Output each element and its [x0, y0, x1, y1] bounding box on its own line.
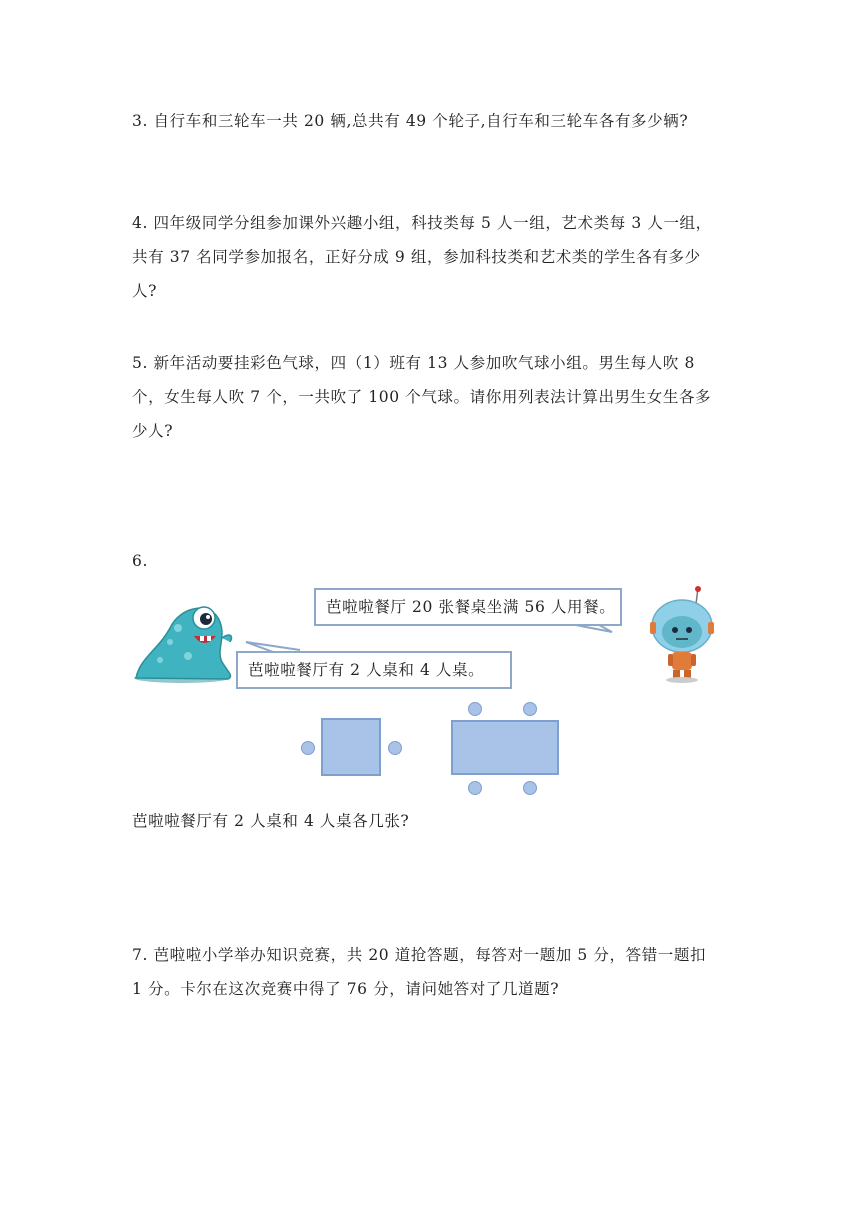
robot-character-icon: [646, 584, 720, 684]
speech-bubble-right-text: 芭啦啦餐厅 20 张餐桌坐满 56 人用餐。: [326, 598, 616, 616]
monster-character-icon: [130, 598, 240, 684]
question-5: [132, 346, 732, 448]
question-4: [132, 206, 732, 308]
question-3-line-1: 3. 自行车和三轮车一共 20 辆,总共有 49 个轮子,自行车和三轮车各有多少辆?: [132, 112, 689, 130]
question-6-number: 6.: [132, 552, 148, 570]
table-4-person: [451, 720, 559, 775]
question-6-text: 芭啦啦餐厅有 2 人桌和 4 人桌各几张?: [132, 812, 410, 830]
question-5-line-3: 少人?: [132, 422, 174, 440]
table-2-person: [321, 718, 381, 776]
speech-bubble-left: [236, 651, 512, 689]
speech-bubble-right: [314, 588, 622, 626]
chair-right: [388, 741, 402, 755]
question-7: [132, 938, 732, 1006]
question-5-line-1: 5. 新年活动要挂彩色气球，四（1）班有 13 人参加吹气球小组。男生每人吹 8: [132, 354, 695, 372]
question-4-line-1: 4. 四年级同学分组参加课外兴趣小组，科技类每 5 人一组，艺术类每 3 人一组，: [132, 214, 712, 232]
question-4-line-2: 共有 37 名同学参加报名，正好分成 9 组，参加科技类和艺术类的学生各有多少: [132, 248, 701, 266]
chair-bottom-left: [468, 781, 482, 795]
question-7-line-2: 1 分。卡尔在这次竞赛中得了 76 分，请问她答对了几道题?: [132, 980, 560, 998]
question-4-line-3: 人?: [132, 282, 158, 300]
speech-bubble-left-text: 芭啦啦餐厅有 2 人桌和 4 人桌。: [248, 661, 485, 679]
question-7-line-1: 7. 芭啦啦小学举办知识竞赛，共 20 道抢答题，每答对一题加 5 分，答错一题扣: [132, 946, 707, 964]
question-3: [132, 104, 732, 138]
chair-top-right: [523, 702, 537, 716]
chair-bottom-right: [523, 781, 537, 795]
chair-left: [301, 741, 315, 755]
chair-top-left: [468, 702, 482, 716]
question-5-line-2: 个，女生每人吹 7 个，一共吹了 100 个气球。请你用列表法计算出男生女生各多: [132, 388, 712, 406]
